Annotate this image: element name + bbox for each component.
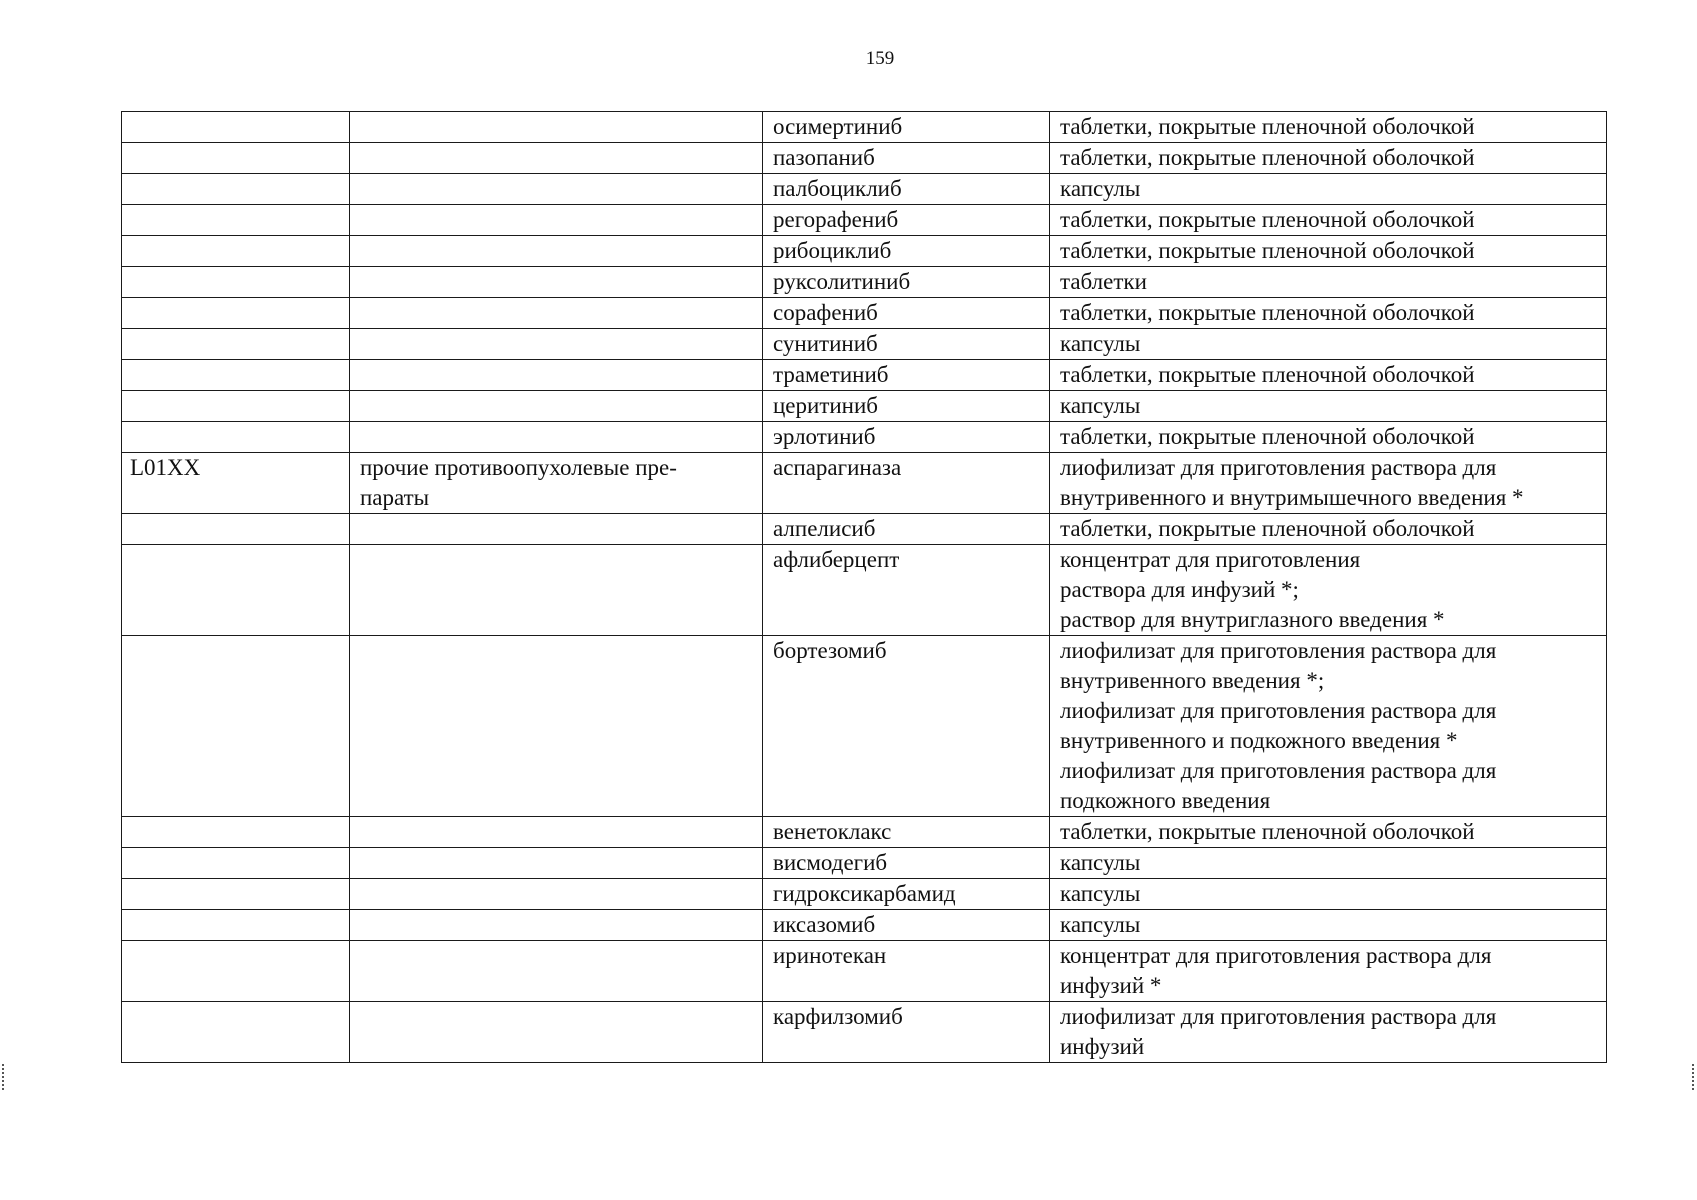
group-cell: прочие противоопухолевые пре- параты: [350, 453, 763, 514]
dosage-form-line: капсулы: [1060, 176, 1141, 201]
atc-code-cell: [122, 329, 350, 360]
group-cell: [350, 422, 763, 453]
drug-name-cell: руксолитиниб: [763, 267, 1050, 298]
dosage-form-line: капсулы: [1060, 331, 1141, 356]
drug-name-cell: гидроксикарбамид: [763, 879, 1050, 910]
table-row: [122, 143, 1607, 174]
dosage-form-line: лиофилизат для приготовления раствора для: [1060, 758, 1497, 783]
dosage-form-line: лиофилизат для приготовления раствора для: [1060, 638, 1497, 663]
dosage-form-line: лиофилизат для приготовления раствора для: [1060, 1004, 1497, 1029]
page-number: 159: [865, 48, 895, 69]
dosage-form-cell: [1050, 941, 1607, 1002]
table-row: [122, 545, 1607, 636]
dosage-form-cell: [1050, 143, 1607, 174]
scan-edge-mark-left: [2, 1064, 6, 1090]
scan-edge-mark-right: [1692, 1064, 1696, 1090]
dosage-form-line: таблетки, покрытые пленочной оболочкой: [1060, 238, 1475, 263]
table-row: [122, 298, 1607, 329]
table-row: [122, 1002, 1607, 1063]
table-row: [122, 453, 1607, 514]
atc-code-cell: [122, 941, 350, 1002]
dosage-form-cell: [1050, 391, 1607, 422]
table-row: [122, 267, 1607, 298]
atc-code-cell: [122, 205, 350, 236]
dosage-form-line: таблетки: [1060, 269, 1147, 294]
atc-code-cell: [122, 143, 350, 174]
group-cell: [350, 205, 763, 236]
drug-name-cell: палбоциклиб: [763, 174, 1050, 205]
table-row: [122, 329, 1607, 360]
group-cell: [350, 879, 763, 910]
atc-code-cell: [122, 360, 350, 391]
dosage-form-cell: [1050, 236, 1607, 267]
dosage-form-line: внутривенного введения *;: [1060, 668, 1325, 693]
dosage-form-cell: [1050, 636, 1607, 817]
table-row: [122, 360, 1607, 391]
drug-name-cell: карфилзомиб: [763, 1002, 1050, 1063]
group-cell: [350, 514, 763, 545]
drug-name-cell: бортезомиб: [763, 636, 1050, 817]
dosage-form-line: внутривенного и подкожного введения *: [1060, 728, 1458, 753]
table-row: [122, 205, 1607, 236]
group-cell: [350, 1002, 763, 1063]
dosage-form-line: капсулы: [1060, 850, 1141, 875]
drug-name-cell: алпелисиб: [763, 514, 1050, 545]
dosage-form-line: подкожного введения: [1060, 788, 1271, 813]
dosage-form-line: инфузий: [1060, 1034, 1145, 1059]
dosage-form-line: лиофилизат для приготовления раствора для: [1060, 698, 1497, 723]
atc-code-cell: [122, 514, 350, 545]
group-cell: [350, 143, 763, 174]
dosage-form-line: инфузий *: [1060, 973, 1162, 998]
group-cell: [350, 941, 763, 1002]
dosage-form-line: таблетки, покрытые пленочной оболочкой: [1060, 819, 1475, 844]
table-row: [122, 236, 1607, 267]
dosage-form-line: таблетки, покрытые пленочной оболочкой: [1060, 207, 1475, 232]
drug-name-cell: иксазомиб: [763, 910, 1050, 941]
drug-name-cell: эрлотиниб: [763, 422, 1050, 453]
atc-code-cell: [122, 910, 350, 941]
atc-code-cell: [122, 848, 350, 879]
atc-code-cell: [122, 391, 350, 422]
group-cell: [350, 360, 763, 391]
atc-code-cell: [122, 267, 350, 298]
group-cell: [350, 174, 763, 205]
table-row: [122, 391, 1607, 422]
drug-name-cell: иринотекан: [763, 941, 1050, 1002]
dosage-form-cell: [1050, 174, 1607, 205]
dosage-form-line: таблетки, покрытые пленочной оболочкой: [1060, 114, 1475, 139]
group-cell: [350, 910, 763, 941]
group-cell: [350, 236, 763, 267]
dosage-form-cell: [1050, 1002, 1607, 1063]
dosage-form-cell: [1050, 267, 1607, 298]
dosage-form-cell: [1050, 360, 1607, 391]
drug-name-cell: траметиниб: [763, 360, 1050, 391]
drug-name-cell: афлиберцепт: [763, 545, 1050, 636]
group-cell: [350, 545, 763, 636]
dosage-form-cell: [1050, 205, 1607, 236]
dosage-form-cell: [1050, 879, 1607, 910]
group-cell: [350, 267, 763, 298]
table-row: [122, 112, 1607, 143]
table-row: [122, 817, 1607, 848]
atc-code-cell: [122, 1002, 350, 1063]
dosage-form-line: капсулы: [1060, 912, 1141, 937]
dosage-form-line: концентрат для приготовления: [1060, 547, 1361, 572]
drug-name-cell: осимертиниб: [763, 112, 1050, 143]
dosage-form-line: таблетки, покрытые пленочной оболочкой: [1060, 516, 1475, 541]
atc-code-cell: [122, 636, 350, 817]
atc-code-cell: [122, 422, 350, 453]
dosage-form-cell: [1050, 422, 1607, 453]
group-cell: [350, 848, 763, 879]
atc-code-cell: [122, 174, 350, 205]
dosage-form-line: капсулы: [1060, 393, 1141, 418]
table-body: [122, 112, 1607, 1063]
group-cell: [350, 329, 763, 360]
atc-code-cell: [122, 236, 350, 267]
dosage-form-line: таблетки, покрытые пленочной оболочкой: [1060, 300, 1475, 325]
dosage-form-cell: [1050, 817, 1607, 848]
atc-code-cell: [122, 545, 350, 636]
table-row: [122, 910, 1607, 941]
dosage-form-line: лиофилизат для приготовления раствора для: [1060, 455, 1497, 480]
dosage-form-cell: [1050, 848, 1607, 879]
dosage-form-cell: [1050, 545, 1607, 636]
drug-name-cell: аспарагиназа: [763, 453, 1050, 514]
dosage-form-cell: [1050, 910, 1607, 941]
dosage-form-line: концентрат для приготовления раствора для: [1060, 943, 1492, 968]
dosage-form-cell: [1050, 298, 1607, 329]
atc-code-cell: [122, 879, 350, 910]
atc-code-cell: [122, 817, 350, 848]
drug-table: [121, 111, 1607, 1063]
atc-code-cell: [122, 112, 350, 143]
atc-code-cell: [122, 298, 350, 329]
table-row: [122, 848, 1607, 879]
drug-name-cell: регорафениб: [763, 205, 1050, 236]
dosage-form-cell: [1050, 514, 1607, 545]
dosage-form-cell: [1050, 453, 1607, 514]
drug-name-cell: висмодегиб: [763, 848, 1050, 879]
table-row: [122, 422, 1607, 453]
drug-name-cell: пазопаниб: [763, 143, 1050, 174]
table-row: [122, 174, 1607, 205]
dosage-form-line: раствор для внутриглазного введения *: [1060, 607, 1445, 632]
group-cell: [350, 636, 763, 817]
dosage-form-line: раствора для инфузий *;: [1060, 577, 1299, 602]
dosage-form-line: таблетки, покрытые пленочной оболочкой: [1060, 145, 1475, 170]
group-cell: [350, 112, 763, 143]
dosage-form-line: капсулы: [1060, 881, 1141, 906]
drug-name-cell: сунитиниб: [763, 329, 1050, 360]
atc-code-cell: L01XX: [122, 453, 350, 514]
drug-name-cell: венетоклакс: [763, 817, 1050, 848]
drug-name-cell: церитиниб: [763, 391, 1050, 422]
table-row: [122, 941, 1607, 1002]
dosage-form-line: таблетки, покрытые пленочной оболочкой: [1060, 424, 1475, 449]
dosage-form-cell: [1050, 112, 1607, 143]
group-cell: [350, 391, 763, 422]
dosage-form-cell: [1050, 329, 1607, 360]
dosage-form-line: внутривенного и внутримышечного введения *: [1060, 485, 1524, 510]
table-row: [122, 514, 1607, 545]
dosage-form-line: таблетки, покрытые пленочной оболочкой: [1060, 362, 1475, 387]
drug-name-cell: рибоциклиб: [763, 236, 1050, 267]
table-row: [122, 879, 1607, 910]
group-cell: [350, 298, 763, 329]
table-row: [122, 636, 1607, 817]
drug-name-cell: сорафениб: [763, 298, 1050, 329]
group-cell: [350, 817, 763, 848]
